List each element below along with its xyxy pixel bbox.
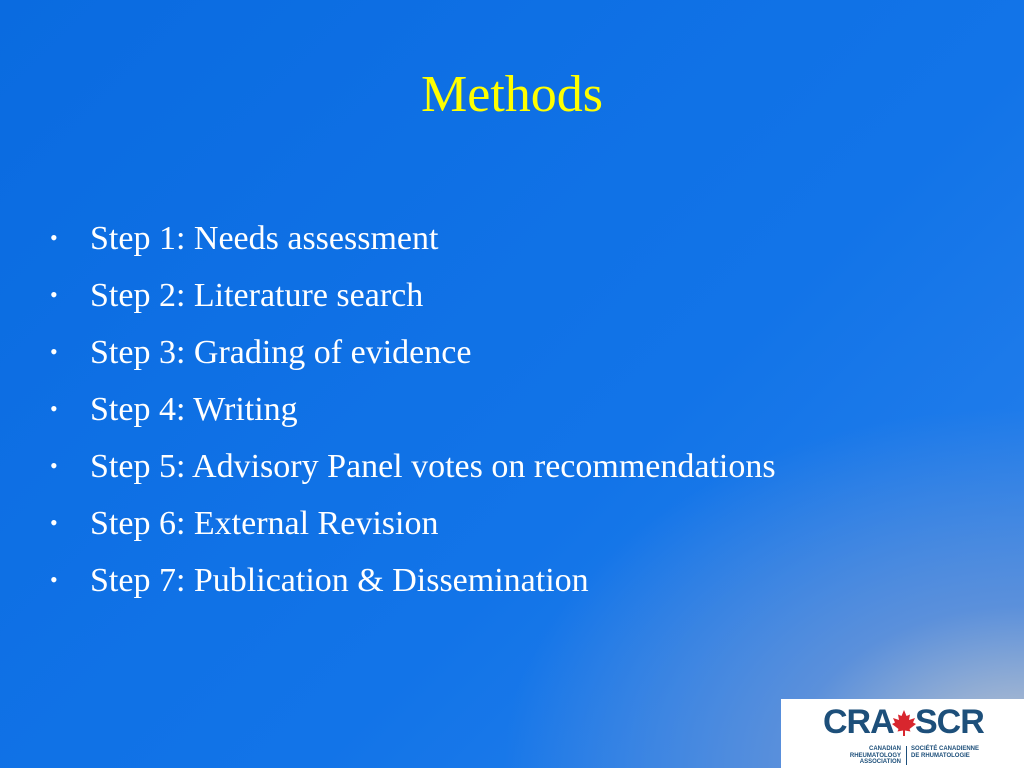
bullet-dot: • [50, 339, 58, 364]
bullet-item [50, 552, 776, 609]
logo-scr-text: SCR [915, 703, 984, 741]
bullet-text: Step 6: External Revision [90, 505, 439, 542]
bullet-text: Step 1: Needs assessment [90, 220, 439, 257]
logo-subtitle-en: CANADIAN RHEUMATOLOGY ASSOCIATION [849, 746, 901, 765]
bullet-dot: • [50, 396, 58, 421]
cra-scr-logo [781, 699, 1024, 768]
bullet-item [50, 381, 776, 438]
bullet-dot: • [50, 567, 58, 592]
bullet-text: Step 4: Writing [90, 391, 298, 428]
maple-leaf-icon [891, 709, 917, 737]
bullet-text: Step 3: Grading of evidence [90, 334, 472, 371]
bullet-text: Step 5: Advisory Panel votes on recommendations [90, 448, 776, 485]
slide-title: Methods [421, 66, 603, 123]
bullet-item [50, 267, 776, 324]
bullet-text: Step 7: Publication & Dissemination [90, 562, 589, 599]
bullet-dot: • [50, 510, 58, 535]
bullet-item [50, 495, 776, 552]
bullet-dot: • [50, 453, 58, 478]
logo-subtitle-fr: SOCIÉTÉ CANADIENNE DE RHUMATOLOGIE [911, 746, 980, 759]
bullet-item [50, 324, 776, 381]
bullet-item [50, 210, 776, 267]
bullet-dot: • [50, 225, 58, 250]
logo-divider [906, 746, 907, 765]
bullet-text: Step 2: Literature search [90, 277, 424, 314]
logo-wordmark [781, 703, 1024, 741]
bullet-item [50, 438, 776, 495]
bullet-dot: • [50, 282, 58, 307]
logo-cra-text: CRA [823, 703, 894, 741]
bullet-list [50, 210, 776, 609]
